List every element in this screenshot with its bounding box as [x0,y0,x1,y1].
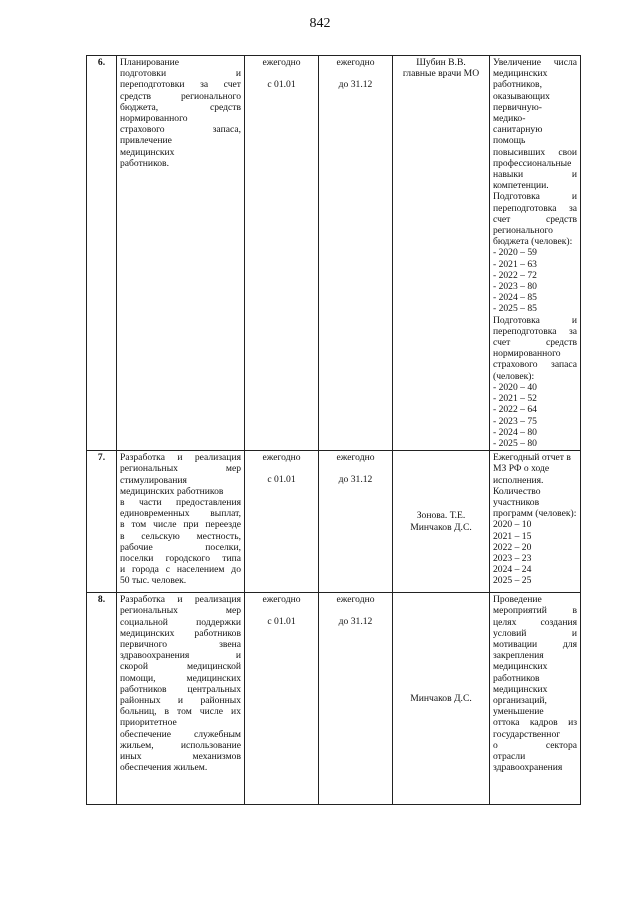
cell-text-line: Подготовка и [493,314,577,326]
responsible-cell [393,451,490,593]
end-date-text: до 31.12 [338,474,373,486]
cell-text-line: в части предоставления [120,496,241,508]
cell-text-line: помощь [493,135,526,147]
cell-text-line: Увеличение числа [493,57,577,68]
page-number: 842 [309,16,331,31]
cell-text-line: - 2022 – 72 [493,269,537,281]
cell-text-line: санитарную [493,124,543,136]
cell-text-line: работников центральных [120,683,241,695]
cell-text-line: - 2020 – 59 [493,247,537,259]
cell-text-line: медицинских работников [120,485,224,497]
cell-text-line: оказывающих [493,90,550,102]
start-date-text: ежегодно [262,594,301,606]
cell-text-line: профессиональные [493,157,572,169]
cell-text-line: 2022 – 20 [493,541,532,553]
cell-text-line: медицинских [120,146,175,158]
cell-text-line: мероприятий в [493,605,577,617]
cell-text-line: компетенции. [493,180,549,192]
table-row [87,56,581,451]
cell-text-line: первичного звена [120,638,241,650]
cell-text-line: уменьшение [493,706,544,718]
start-date-text: ежегодно [262,452,301,464]
expected-result-cell [490,593,581,805]
cell-text-line: подготовки и [120,68,241,80]
cell-text-line: переподготовка за [493,325,577,337]
cell-text-line: - 2024 – 80 [493,426,537,438]
cell-text-line: о сектора [493,739,577,751]
responsible-cell [393,56,490,451]
cell-text-line: программ (человек): [493,508,577,520]
cell-text-line: - 2021 – 52 [493,393,537,405]
end-date-text: ежегодно [336,57,375,68]
cell-text-line: мотивации для [493,638,577,650]
cell-text-line: привлечение [120,135,172,147]
cell-text-line: целях создания [493,616,577,628]
cell-text-line: регионального [493,225,553,237]
responsible-name: Минчаков Д.С. [410,693,472,704]
cell-text-line: бюджета (человек): [493,236,573,248]
cell-text-line: Разработка и реализация [120,452,241,464]
cell-text-line: отрасли [493,750,526,762]
end-date-text: до 31.12 [338,79,373,91]
cell-text-line: региональных мер [120,605,241,617]
cell-text-line: переподготовки за счет [120,79,241,91]
cell-text-line: Ежегодный отчет в [493,452,571,464]
cell-text-line: здравоохранения [493,762,563,774]
cell-text-line: 2021 – 15 [493,530,532,542]
cell-text-line: нормированного [493,348,561,360]
cell-text-line: организаций, [493,694,547,706]
end-date-text: ежегодно [336,452,375,464]
cell-text-line: медицинских [493,683,548,695]
row-number: 8. [87,593,117,805]
cell-text-line: условий и [493,627,577,639]
cell-text-line: в том числе при переезде [120,519,241,531]
cell-text-line: Проведение [493,594,542,606]
cell-text-line: - 2023 – 75 [493,415,537,427]
expected-result-cell [490,451,581,593]
cell-text-line: социальной поддержки [120,616,241,628]
cell-text-line: медико- [493,113,526,125]
responsible-cell [393,593,490,805]
cell-text-line: МЗ РФ о ходе [493,463,550,475]
cell-text-line: (человек): [493,370,535,382]
end-date-cell [319,593,393,805]
cell-text-line: единовременных выплат, [120,508,241,520]
measure-name-cell [117,56,245,451]
table-row [87,451,581,593]
cell-text-line: - 2024 – 85 [493,292,537,304]
cell-text-line: счет средств [493,213,577,225]
cell-text-line: 2023 – 23 [493,552,532,564]
cell-text-line: оттока кадров из [493,717,577,729]
measure-name-cell [117,451,245,593]
start-date-cell [245,593,319,805]
cell-text-line: обеспечения жильем. [120,762,208,774]
cell-text-line: - 2020 – 40 [493,381,537,393]
table-row [87,593,581,805]
measures-table [86,55,581,805]
cell-text-line: Планирование [120,57,180,68]
end-date-text: ежегодно [336,594,375,606]
cell-text-line: 2024 – 24 [493,564,532,576]
measure-name-cell [117,593,245,805]
cell-text-line: больниц, в том числе их [120,706,241,718]
cell-text-line: медицинских работников [120,627,241,639]
cell-text-line: - 2025 – 80 [493,437,537,449]
responsible-name: Зонова. Т.Е. [416,510,466,522]
cell-text-line: бюджета, средств [120,101,241,113]
cell-text-line: Количество [493,485,541,497]
cell-text-line: региональных мер [120,463,241,475]
cell-text-line: нормированного [120,113,188,125]
cell-text-line: помощи, медицинских [120,672,241,684]
cell-text-line: районных и районных [120,694,241,706]
cell-text-line: государственног [493,728,561,740]
cell-text-line: стимулирования [120,474,187,486]
cell-text-line: Подготовка и [493,191,577,203]
cell-text-line: жильем, использование [120,739,241,751]
end-date-cell [319,451,393,593]
cell-text-line: - 2022 – 64 [493,404,537,416]
cell-text-line: обеспечение служебным [120,728,241,740]
cell-text-line: и города с населением до [120,564,241,576]
cell-text-line: навыки и [493,169,577,181]
cell-text-line: повысивших свои [493,146,577,158]
cell-text-line: иных механизмов [120,750,241,762]
cell-text-line: исполнения. [493,474,544,486]
cell-text-line: первичную- [493,101,542,113]
start-date-text: с 01.01 [267,616,296,628]
cell-text-line: скорой медицинской [120,661,241,673]
cell-text-line: работников [493,672,540,684]
start-date-text: с 01.01 [267,79,296,91]
cell-text-line: рабочие поселки, [120,541,241,553]
cell-text-line: 50 тыс. человек. [120,575,187,587]
cell-text-line: счет средств [493,337,577,349]
cell-text-line: работников. [120,157,169,169]
cell-text-line: Разработка и реализация [120,594,241,606]
start-date-cell [245,56,319,451]
cell-text-line: в сельскую местность, [120,530,241,542]
cell-text-line: страхового запаса [493,359,577,371]
cell-text-line: здравоохранения и [120,650,241,662]
responsible-name: Минчаков Д.С. [410,521,472,533]
cell-text-line: медицинских [493,68,548,80]
end-date-cell [319,56,393,451]
cell-text-line: закрепления [493,650,544,662]
row-number: 7. [87,451,117,593]
cell-text-line: средств регионального [120,90,241,102]
start-date-cell [245,451,319,593]
cell-text-line: приоритетное [120,717,177,729]
cell-text-line: работников, [493,79,542,91]
cell-text-line: поселки городского типа [120,552,241,564]
cell-text-line: 2020 – 10 [493,519,532,531]
expected-result-cell [490,56,581,451]
cell-text-line: переподготовка за [493,202,577,214]
row-number: 6. [87,56,117,451]
cell-text-line: - 2021 – 63 [493,258,537,270]
cell-text-line: участников [493,496,540,508]
cell-text-line: - 2023 – 80 [493,281,537,293]
cell-text-line: медицинских [493,661,548,673]
start-date-text: с 01.01 [267,474,296,486]
cell-text-line: - 2025 – 85 [493,303,537,315]
start-date-text: ежегодно [262,57,301,68]
end-date-text: до 31.12 [338,616,373,628]
cell-text-line: 2025 – 25 [493,575,532,587]
responsible-name: главные врачи МО [402,68,480,80]
cell-text-line: страхового запаса, [120,124,241,136]
responsible-name: Шубин В.В. [416,57,466,68]
